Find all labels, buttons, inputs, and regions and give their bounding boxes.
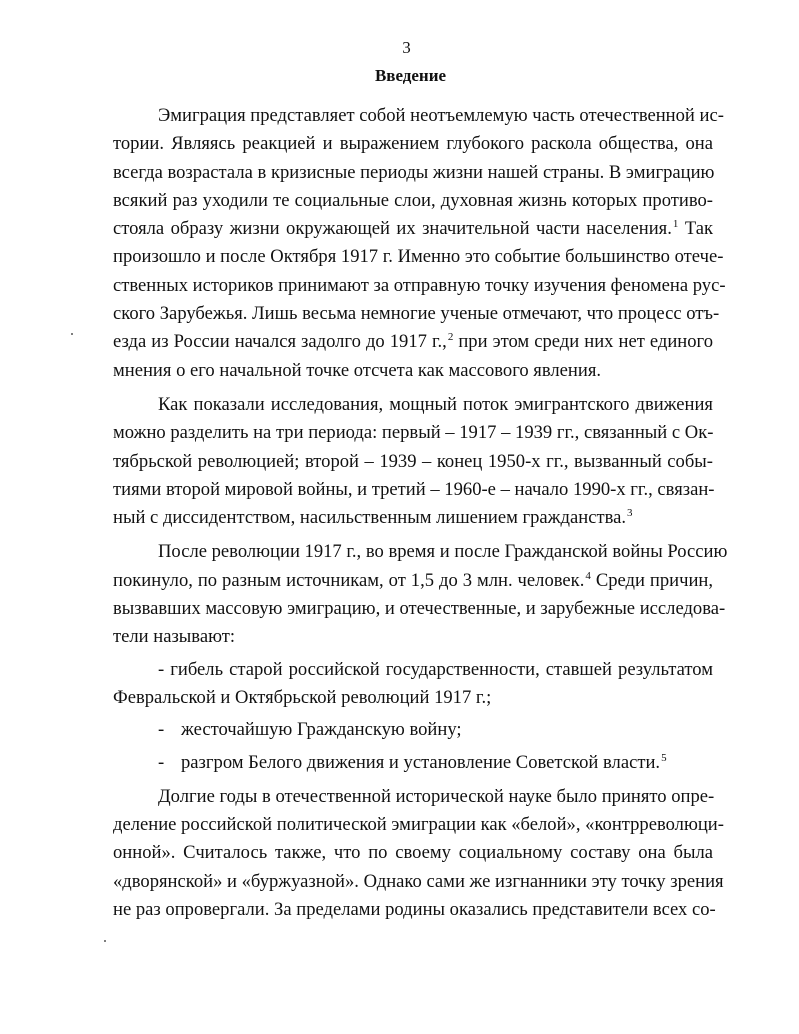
body-text <box>113 102 728 924</box>
text-line: всякий раз уходили те социальные слои, духовная жизнь которых противо- <box>113 189 713 211</box>
paragraph-2 <box>113 391 713 532</box>
text-line: можно разделить на три периода: первый – 1917 – 1939 гг., связанный с Ок- <box>113 422 714 444</box>
section-heading: Введение <box>374 66 447 85</box>
text-line: тиями второй мировой войны, и третий – 1960-е – начало 1990-х гг., связан- <box>113 478 715 500</box>
text-line: онной». Считалось также, что по своему социальному составу она была <box>113 842 713 864</box>
text-line: Эмиграция представляет собой неотъемлемую часть отечественной ис- <box>158 105 724 126</box>
page-number: 3 <box>402 38 411 57</box>
text-line: вызвавших массовую эмиграцию, и отечественные, и зарубежные исследова- <box>113 598 726 620</box>
text-line: не раз опровергали. За пределами родины оказались представители всех со- <box>113 899 716 921</box>
footnote-ref: 3 <box>627 507 633 520</box>
list-item <box>113 716 713 744</box>
text-line: мнения о его начальной точке отсчета как массового явления. <box>113 359 602 381</box>
paragraph-3 <box>113 538 728 651</box>
scan-speck <box>71 333 73 335</box>
text-line: «дворянской» и «буржуазной». Однако сами же изгнанники эту точку зрения <box>113 870 724 892</box>
footnote-ref: 1 <box>672 218 679 231</box>
text-line: - жесточайшую Гражданскую войну; <box>113 716 713 744</box>
footnote-ref: 4 <box>585 569 591 582</box>
text-line: - разгром Белого движения и установление Советской власти.$^5$ <box>113 749 713 777</box>
footnote-ref: 5 <box>661 751 667 764</box>
text-line: Февральской и Октябрьской революций 1917 г.; <box>113 686 492 708</box>
text-line: деление российской политической эмиграции как «белой», «контрреволюци- <box>113 814 724 836</box>
text-line: ственных историков принимают за отправную точку изучения феномена рус- <box>113 274 726 296</box>
paragraph-1 <box>113 102 726 385</box>
paragraph-4 <box>113 783 724 924</box>
text-line: тябрьской революцией; второй – 1939 – конец 1950-х гг., вызванный собы- <box>113 450 713 472</box>
text-line: Как показали исследования, мощный поток эмигрантского движения <box>158 393 713 415</box>
list-dash: - <box>158 751 165 773</box>
scan-speck <box>104 940 106 942</box>
footnote-ref: 2 <box>447 331 454 344</box>
text-line: ный с диссидентством, насильственным лишением гражданства.$^3$ <box>113 507 633 529</box>
text-line: Долгие годы в отечественной исторической науке было принято опре- <box>158 785 715 807</box>
text-line: ского Зарубежья. Лишь весьма немногие ученые отмечают, что процесс отъ- <box>113 303 720 325</box>
list-item <box>113 656 713 713</box>
text-line: покинуло, по разным источникам, от 1,5 до 3 млн. человек.$^4$ Среди причин, <box>113 569 713 591</box>
text-line: стояла образу жизни окружающей их значительной части населения.$^1$ Так <box>113 218 713 240</box>
text-line: тории. Являясь реакцией и выражением глубокого раскола общества, она <box>113 133 713 155</box>
text-line: После революции 1917 г., во время и после Гражданской войны Россию <box>158 541 728 563</box>
text-line: - гибель старой российской государственности, ставшей результатом <box>158 658 713 680</box>
text-line: езда из России начался задолго до 1917 г.,$^2$ при этом среди них нет единого <box>113 331 713 353</box>
text-line: тели называют: <box>113 626 236 648</box>
text-line: всегда возрастала в кризисные периоды жизни нашей страны. В эмиграцию <box>113 161 715 183</box>
list-dash: - <box>158 719 165 741</box>
list-item <box>113 749 713 777</box>
text-line: произошло и после Октября 1917 г. Именно это событие большинство отече- <box>113 246 724 268</box>
